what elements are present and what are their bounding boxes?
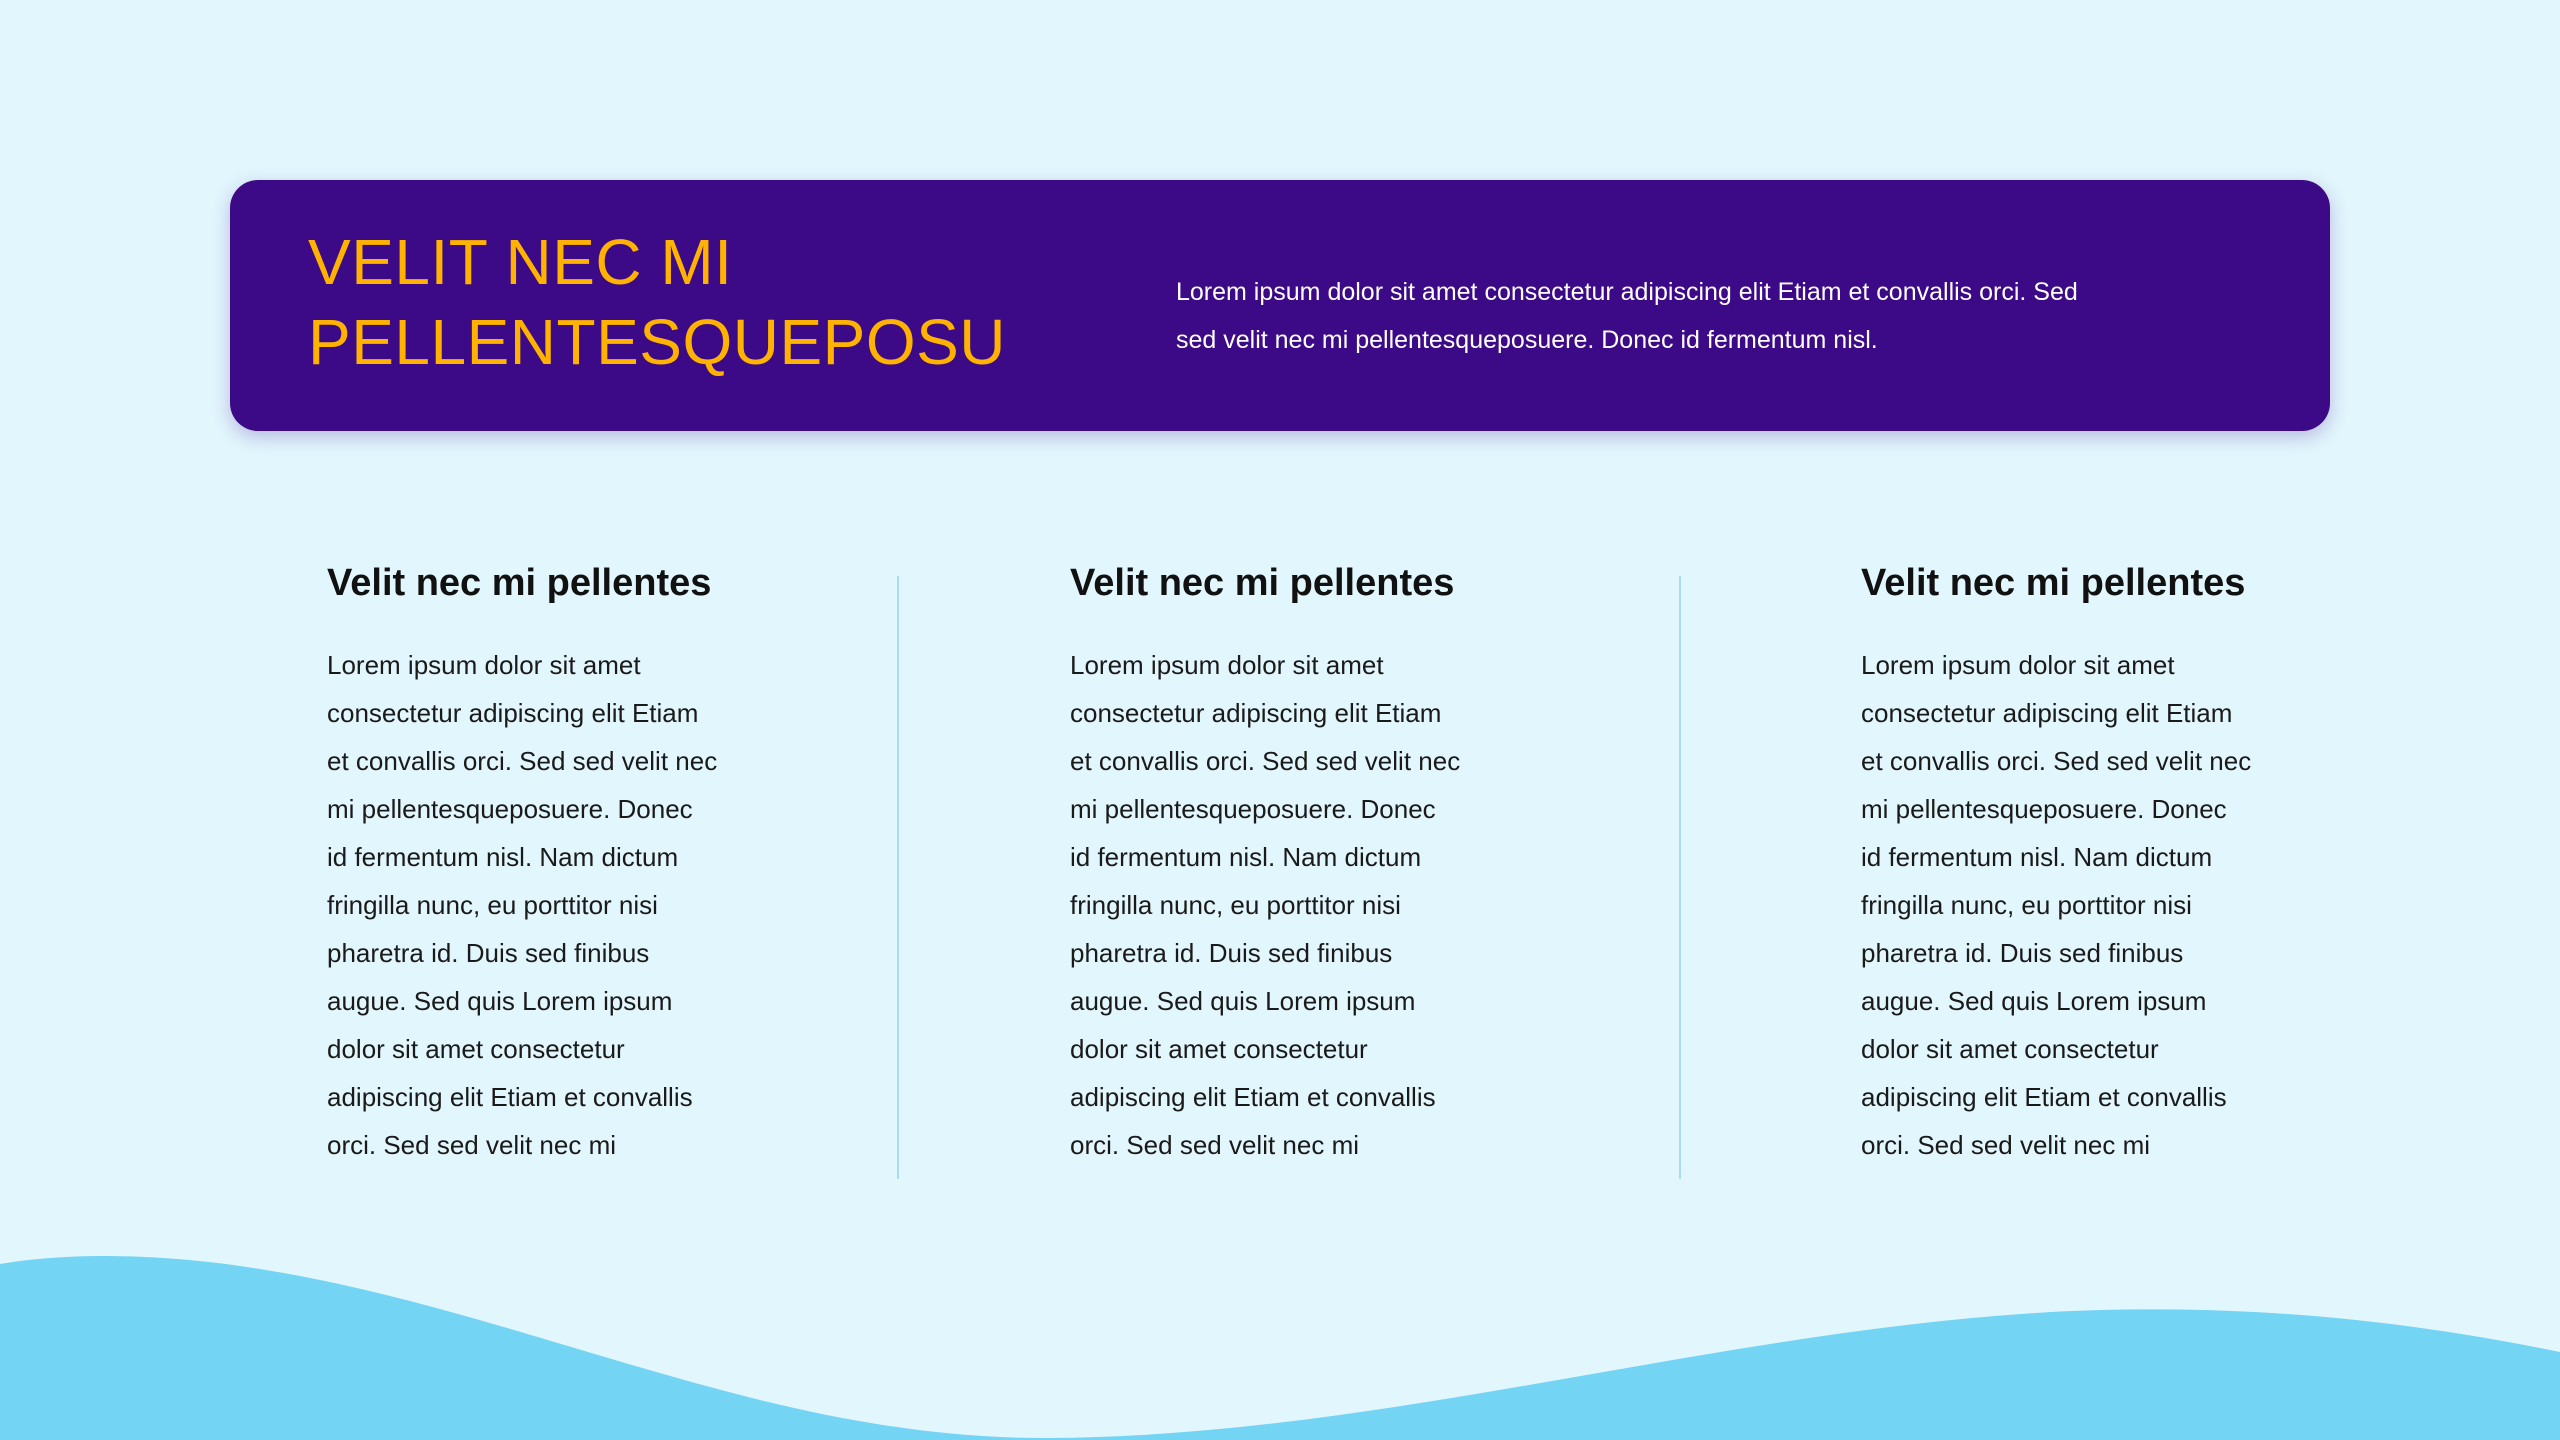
column-3 (1861, 553, 2331, 1169)
column-2 (1070, 553, 1540, 1169)
column-divider (897, 576, 899, 1179)
column-heading: Velit nec mi pellentes (1861, 562, 2246, 604)
banner-title: VELIT NEC MI PELLENTESQUEPOSU (308, 226, 1006, 378)
column-1 (327, 553, 797, 1169)
column-body: Lorem ipsum dolor sit amet consectetur adipiscing elit Etiam et convallis orci. Sed sed velit nec mi pellentesqueposuere. Donec id fermentum nisl. Nam dictum fringilla nunc, eu porttitor nisi pharetra id. Duis sed finibus augue. Sed quis Lorem ipsum dolor sit amet consectetur adipiscing elit Etiam et convallis orci. Sed sed velit nec mi (1861, 650, 2252, 1160)
column-body: Lorem ipsum dolor sit amet consectetur adipiscing elit Etiam et convallis orci. Sed sed velit nec mi pellentesqueposuere. Donec id fermentum nisl. Nam dictum fringilla nunc, eu porttitor nisi pharetra id. Duis sed finibus augue. Sed quis Lorem ipsum dolor sit amet consectetur adipiscing elit Etiam et convallis orci. Sed sed velit nec mi (327, 650, 718, 1160)
column-divider (1679, 576, 1681, 1179)
banner-description: Lorem ipsum dolor sit amet consectetur adipiscing elit Etiam et convallis orci. Sed sed velit nec mi pellentesqueposuere. Donec id fermentum nisl. (1176, 278, 2078, 354)
header-banner (230, 180, 2330, 431)
column-heading: Velit nec mi pellentes (327, 562, 712, 604)
column-heading: Velit nec mi pellentes (1070, 562, 1455, 604)
column-body: Lorem ipsum dolor sit amet consectetur adipiscing elit Etiam et convallis orci. Sed sed velit nec mi pellentesqueposuere. Donec id fermentum nisl. Nam dictum fringilla nunc, eu porttitor nisi pharetra id. Duis sed finibus augue. Sed quis Lorem ipsum dolor sit amet consectetur adipiscing elit Etiam et convallis orci. Sed sed velit nec mi (1070, 650, 1461, 1160)
